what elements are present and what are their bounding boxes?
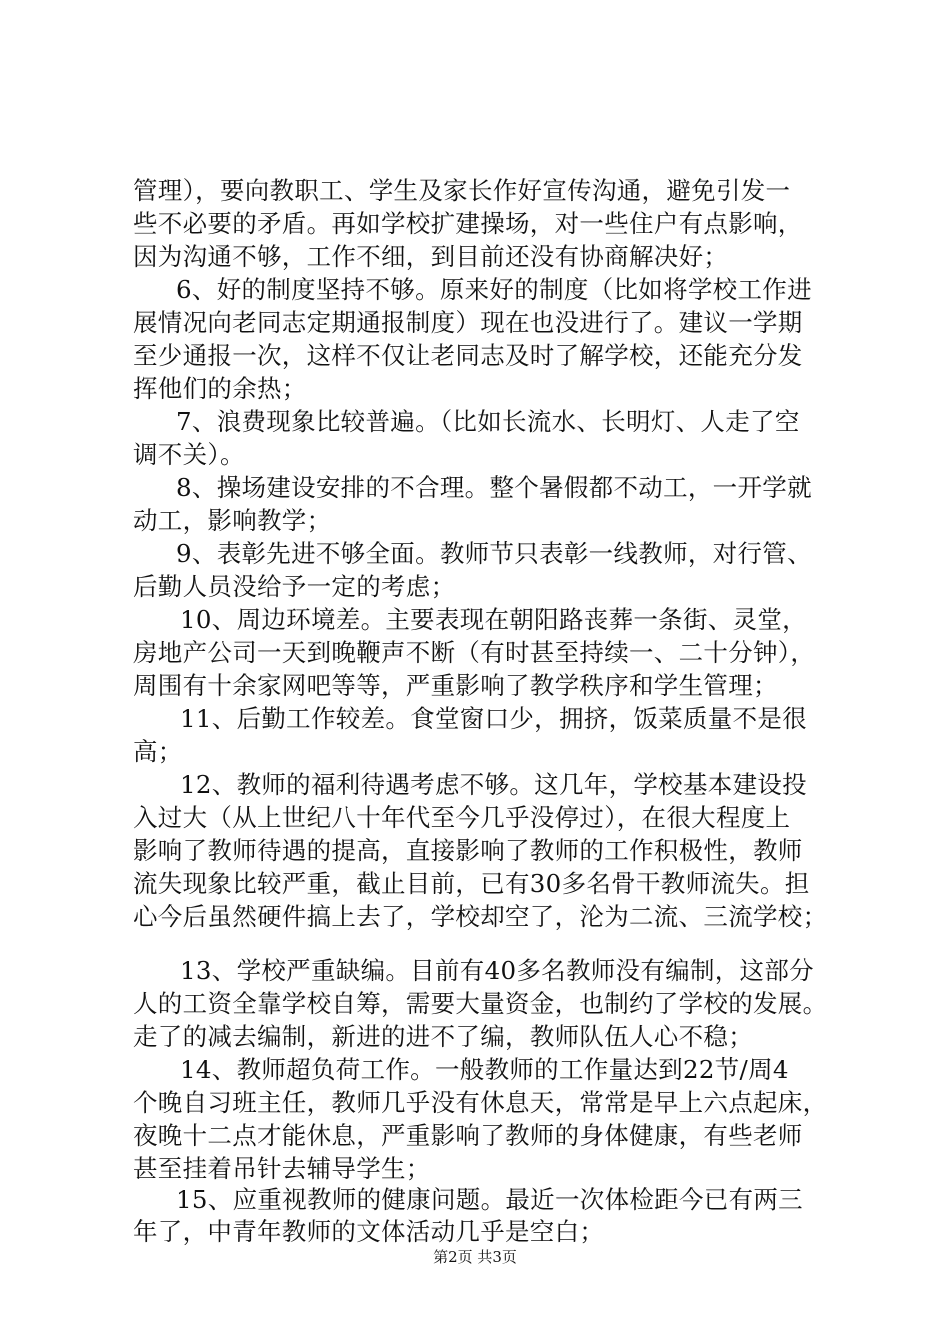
text-line: 8、操场建设安排的不合理。整个暑假都不动工，一开学就 (176, 473, 812, 502)
text-line: 走了的减去编制，新进的进不了编，教师队伍人心不稳； (133, 1022, 753, 1051)
text-line: 后勤人员没给予一定的考虑； (133, 572, 456, 601)
text-line: 入过大（从上世纪八十年代至今几乎没停过），在很大程度上 (133, 803, 791, 832)
text-line: 11、后勤工作较差。食堂窗口少，拥挤，饭菜质量不是很 (180, 704, 807, 733)
text-line: 年了，中青年教师的文体活动几乎是空白； (133, 1217, 605, 1246)
text-line: 展情况向老同志定期通报制度）现在也没进行了。建议一学期 (133, 308, 803, 337)
text-line: 周围有十余家网吧等等，严重影响了教学秩序和学生管理； (133, 671, 778, 700)
text-line: 至少通报一次，这样不仅让老同志及时了解学校，还能充分发 (133, 341, 803, 370)
text-line: 15、应重视教师的健康问题。最近一次体检距今已有两三 (176, 1185, 803, 1214)
text-line: 12、教师的福利待遇考虑不够。这几年，学校基本建设投 (180, 770, 807, 799)
text-line: 7、浪费现象比较普遍。（比如长流水、长明灯、人走了空 (176, 407, 800, 436)
text-line: 9、表彰先进不够全面。教师节只表彰一线教师，对行管、 (176, 539, 812, 568)
text-line: 流失现象比较严重，截止目前，已有30多名骨干教师流失。担 (133, 869, 810, 898)
text-line: 人的工资全靠学校自筹，需要大量资金，也制约了学校的发展。 (133, 989, 828, 1018)
text-line: 个晚自习班主任，教师几乎没有休息天，常常是早上六点起床， (133, 1088, 828, 1117)
text-line: 挥他们的余热； (133, 374, 307, 403)
text-line: 10、周边环境差。主要表现在朝阳路丧葬一条街、灵堂， (180, 605, 807, 634)
text-line: 14、教师超负荷工作。一般教师的工作量达到22节/周4 (180, 1055, 789, 1084)
text-line: 心今后虽然硬件搞上去了，学校却空了，沦为二流、三流学校； (133, 902, 828, 931)
text-line: 13、学校严重缺编。目前有40多名教师没有编制，这部分 (180, 956, 814, 985)
text-line: 6、好的制度坚持不够。原来好的制度（比如将学校工作进 (176, 275, 812, 304)
text-line: 房地产公司一天到晚鞭声不断（有时甚至持续一、二十分钟）， (133, 638, 816, 667)
text-line: 甚至挂着吊针去辅导学生； (133, 1154, 431, 1183)
text-line: 影响了教师待遇的提高，直接影响了教师的工作积极性，教师 (133, 836, 803, 865)
text-line: 夜晚十二点才能休息，严重影响了教师的身体健康，有些老师 (133, 1121, 803, 1150)
text-line: 管理），要向教职工、学生及家长作好宣传沟通，避免引发一 (133, 176, 791, 205)
text-line: 因为沟通不够，工作不细，到目前还没有协商解决好； (133, 242, 729, 271)
page-footer: 第2页 共3页 (433, 1248, 517, 1266)
text-line: 些不必要的矛盾。再如学校扩建操场，对一些住户有点影响， (133, 209, 803, 238)
text-line: 动工，影响教学； (133, 506, 332, 535)
text-line: 高； (133, 737, 183, 766)
text-line: 调不关）。 (133, 440, 245, 469)
